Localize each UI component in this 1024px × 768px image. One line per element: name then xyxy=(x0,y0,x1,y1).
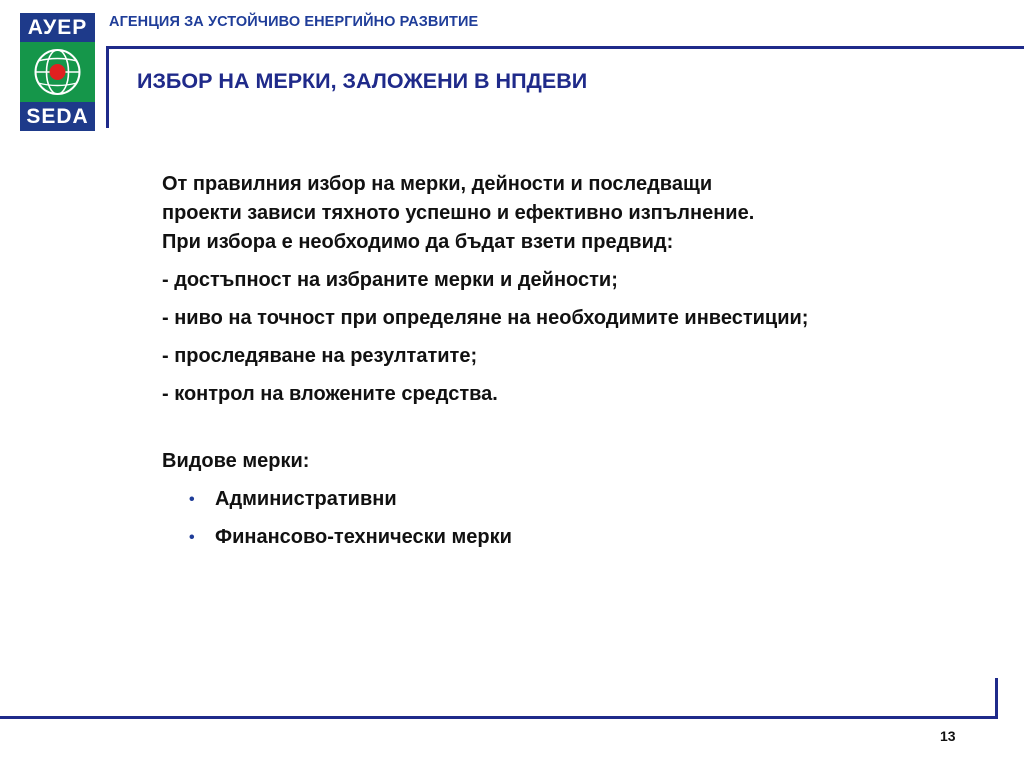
title-vertical-divider xyxy=(106,46,109,128)
title-divider xyxy=(106,46,1024,49)
bullet-icon: • xyxy=(189,491,195,508)
type-label: Административни xyxy=(215,488,397,510)
criteria-item: - проследяване на резултатите; xyxy=(162,345,478,367)
page-number: 13 xyxy=(940,728,956,744)
intro-line: При избора е необходимо да бъдат взети предвид: xyxy=(162,231,674,253)
slide-title: ИЗБОР НА МЕРКИ, ЗАЛОЖЕНИ В НПДЕВИ xyxy=(137,69,588,93)
bullet-icon: • xyxy=(189,529,195,546)
criteria-item: - ниво на точност при определяне на необходимите инвестиции; xyxy=(162,307,809,329)
types-heading: Видове мерки: xyxy=(162,450,310,472)
agency-name: АГЕНЦИЯ ЗА УСТОЙЧИВО ЕНЕРГИЙНО РАЗВИТИЕ xyxy=(109,14,479,30)
list-item xyxy=(162,485,962,514)
type-label: Финансово-технически мерки xyxy=(215,526,512,548)
logo-top-text: АУЕР xyxy=(27,16,88,39)
criteria-item: - достъпност на избраните мерки и дейности; xyxy=(162,269,618,291)
criteria-item: - контрол на вложените средства. xyxy=(162,383,498,405)
logo-bottom-text: SEDA xyxy=(26,105,89,128)
intro-line: От правилния избор на мерки, дейности и последващи xyxy=(162,173,713,195)
seda-logo xyxy=(20,13,95,131)
globe-icon xyxy=(20,42,95,102)
footer-vertical-divider xyxy=(995,678,998,719)
slide-body xyxy=(162,170,962,552)
intro-paragraph xyxy=(162,170,962,257)
footer-divider xyxy=(0,716,998,719)
intro-line: проекти зависи тяхното успешно и ефективно изпълнение. xyxy=(162,202,755,224)
types-list xyxy=(162,485,962,552)
list-item xyxy=(162,523,962,552)
